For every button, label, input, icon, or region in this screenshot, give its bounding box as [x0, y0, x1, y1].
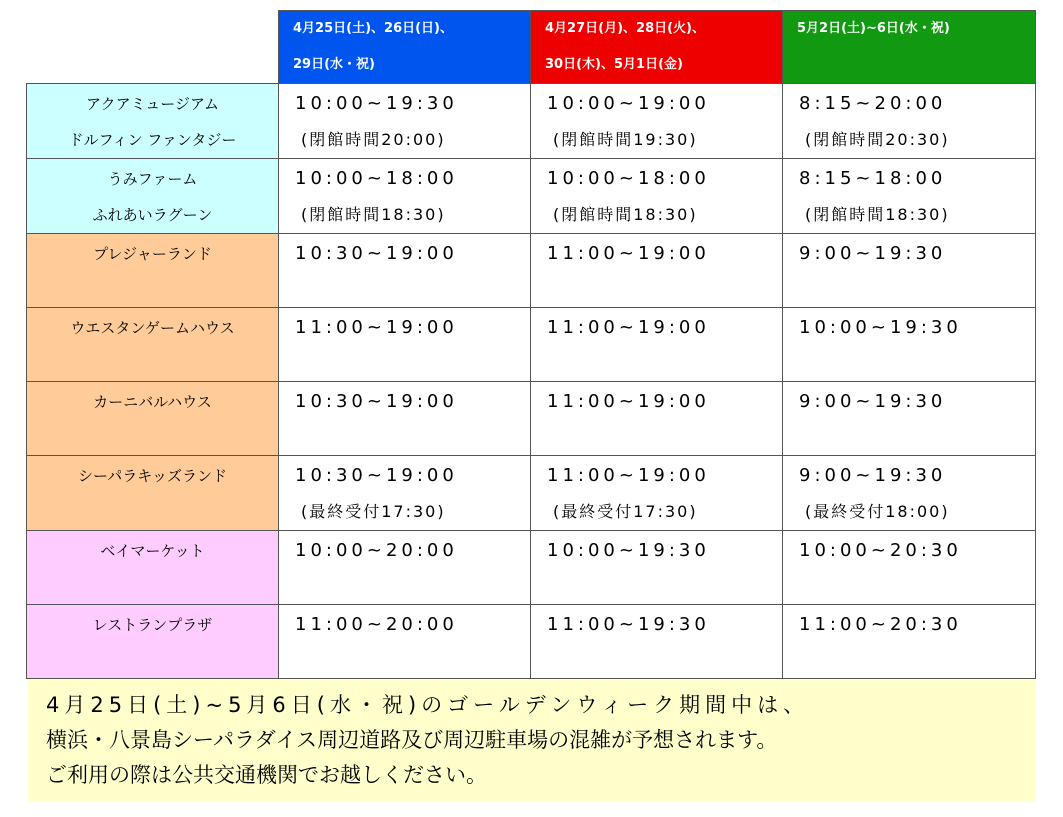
hours-note: (閉館時間18:30) — [301, 205, 446, 224]
table-row — [27, 234, 1036, 308]
venue-name: ウエスタンゲームハウス — [70, 319, 235, 337]
venue-name-cell — [27, 456, 279, 531]
notice-line-3: ご利用の際は公共交通機関でお越しください。 — [46, 763, 487, 787]
table-row — [27, 84, 1036, 159]
hours-cell — [531, 84, 783, 159]
opening-hours: 10:00~19:30 — [547, 540, 710, 561]
hours-cell — [279, 234, 531, 308]
opening-hours: 10:00~19:00 — [547, 93, 710, 114]
table-row — [27, 605, 1036, 679]
venue-name: レストランプラザ — [92, 616, 213, 634]
hours-cell — [279, 84, 531, 159]
opening-hours: 11:00~19:30 — [547, 614, 710, 635]
hours-cell — [279, 308, 531, 382]
opening-hours: 10:00~18:00 — [295, 168, 458, 189]
hours-cell — [783, 531, 1036, 605]
opening-hours: 10:00~20:00 — [295, 540, 458, 561]
opening-hours: 10:00~18:00 — [547, 168, 710, 189]
notice-line-2: 横浜・八景島シーパラダイス周辺道路及び周辺駐車場の混雑が予想されます。 — [46, 728, 778, 752]
header-corner — [27, 11, 279, 84]
opening-hours: 11:00~19:00 — [547, 465, 710, 486]
opening-hours: 11:00~20:00 — [295, 614, 458, 635]
venue-name: プレジャーランド — [93, 245, 212, 263]
table-row — [27, 456, 1036, 531]
hours-cell — [279, 382, 531, 456]
header-period-3-line1: 5月2日(土)~6日(水・祝) — [797, 21, 950, 36]
venue-name-cell — [27, 308, 279, 382]
hours-cell — [783, 382, 1036, 456]
hours-cell — [279, 456, 531, 531]
hours-note: (閉館時間20:30) — [805, 130, 950, 149]
venue-name: シーパラキッズランド — [78, 467, 227, 485]
hours-cell — [783, 605, 1036, 679]
opening-hours: 11:00~19:00 — [295, 317, 458, 338]
venue-name: ドルフィン ファンタジー — [68, 131, 237, 149]
congestion-notice — [28, 680, 1036, 802]
header-period-1 — [279, 11, 531, 84]
hours-cell — [531, 234, 783, 308]
hours-cell — [531, 456, 783, 531]
hours-cell — [531, 605, 783, 679]
venue-name-cell — [27, 531, 279, 605]
notice-line-1: 4月25日(土)~5月6日(水・祝)のゴールデンウィーク期間中は、 — [46, 693, 810, 717]
header-period-2 — [531, 11, 783, 84]
opening-hours: 8:15~20:00 — [799, 93, 947, 114]
hours-note: (閉館時間19:30) — [553, 130, 698, 149]
table-row — [27, 531, 1036, 605]
header-period-1-line2: 29日(水・祝) — [293, 57, 375, 72]
venue-name: ベイマーケット — [100, 542, 205, 560]
venue-name-cell — [27, 84, 279, 159]
opening-hours: 10:30~19:00 — [295, 243, 458, 264]
hours-cell — [783, 456, 1036, 531]
hours-cell — [531, 531, 783, 605]
header-period-2-line2: 30日(木)、5月1日(金) — [545, 57, 683, 72]
opening-hours: 10:30~19:00 — [295, 465, 458, 486]
opening-hours: 11:00~20:30 — [799, 614, 962, 635]
hours-cell — [783, 234, 1036, 308]
table-row — [27, 159, 1036, 234]
hours-cell — [531, 308, 783, 382]
opening-hours: 11:00~19:00 — [547, 391, 710, 412]
venue-name: カーニバルハウス — [93, 393, 212, 411]
header-row — [27, 11, 1036, 84]
opening-hours: 11:00~19:00 — [547, 243, 710, 264]
hours-cell — [279, 605, 531, 679]
hours-note: (最終受付17:30) — [301, 502, 446, 521]
header-period-3 — [783, 11, 1036, 84]
venue-name: うみファーム — [107, 170, 198, 188]
opening-hours: 9:00~19:30 — [799, 243, 947, 264]
hours-note: (最終受付18:00) — [805, 502, 950, 521]
header-period-2-line1: 4月27日(月)、28日(火)、 — [545, 21, 705, 36]
opening-hours: 9:00~19:30 — [799, 391, 947, 412]
hours-cell — [783, 308, 1036, 382]
table-row — [27, 308, 1036, 382]
hours-note: (閉館時間18:30) — [553, 205, 698, 224]
opening-hours: 10:00~19:30 — [799, 317, 962, 338]
header-period-1-line1: 4月25日(土)、26日(日)、 — [293, 21, 453, 36]
venue-name-cell — [27, 382, 279, 456]
hours-cell — [279, 159, 531, 234]
venue-name-cell — [27, 605, 279, 679]
hours-note: (閉館時間18:30) — [805, 205, 950, 224]
table-row — [27, 382, 1036, 456]
opening-hours: 10:00~19:30 — [295, 93, 458, 114]
venue-name: ふれあいラグーン — [92, 206, 213, 224]
venue-name: アクアミュージアム — [86, 95, 219, 113]
venue-name-cell — [27, 234, 279, 308]
opening-hours: 10:00~20:30 — [799, 540, 962, 561]
opening-hours: 11:00~19:00 — [547, 317, 710, 338]
hours-cell — [531, 159, 783, 234]
hours-cell — [279, 531, 531, 605]
opening-hours: 8:15~18:00 — [799, 168, 947, 189]
hours-table — [26, 10, 1036, 679]
opening-hours: 9:00~19:30 — [799, 465, 947, 486]
hours-note: (最終受付17:30) — [553, 502, 698, 521]
opening-hours: 10:30~19:00 — [295, 391, 458, 412]
hours-cell — [783, 159, 1036, 234]
venue-name-cell — [27, 159, 279, 234]
hours-note: (閉館時間20:00) — [301, 130, 446, 149]
hours-cell — [531, 382, 783, 456]
hours-cell — [783, 84, 1036, 159]
